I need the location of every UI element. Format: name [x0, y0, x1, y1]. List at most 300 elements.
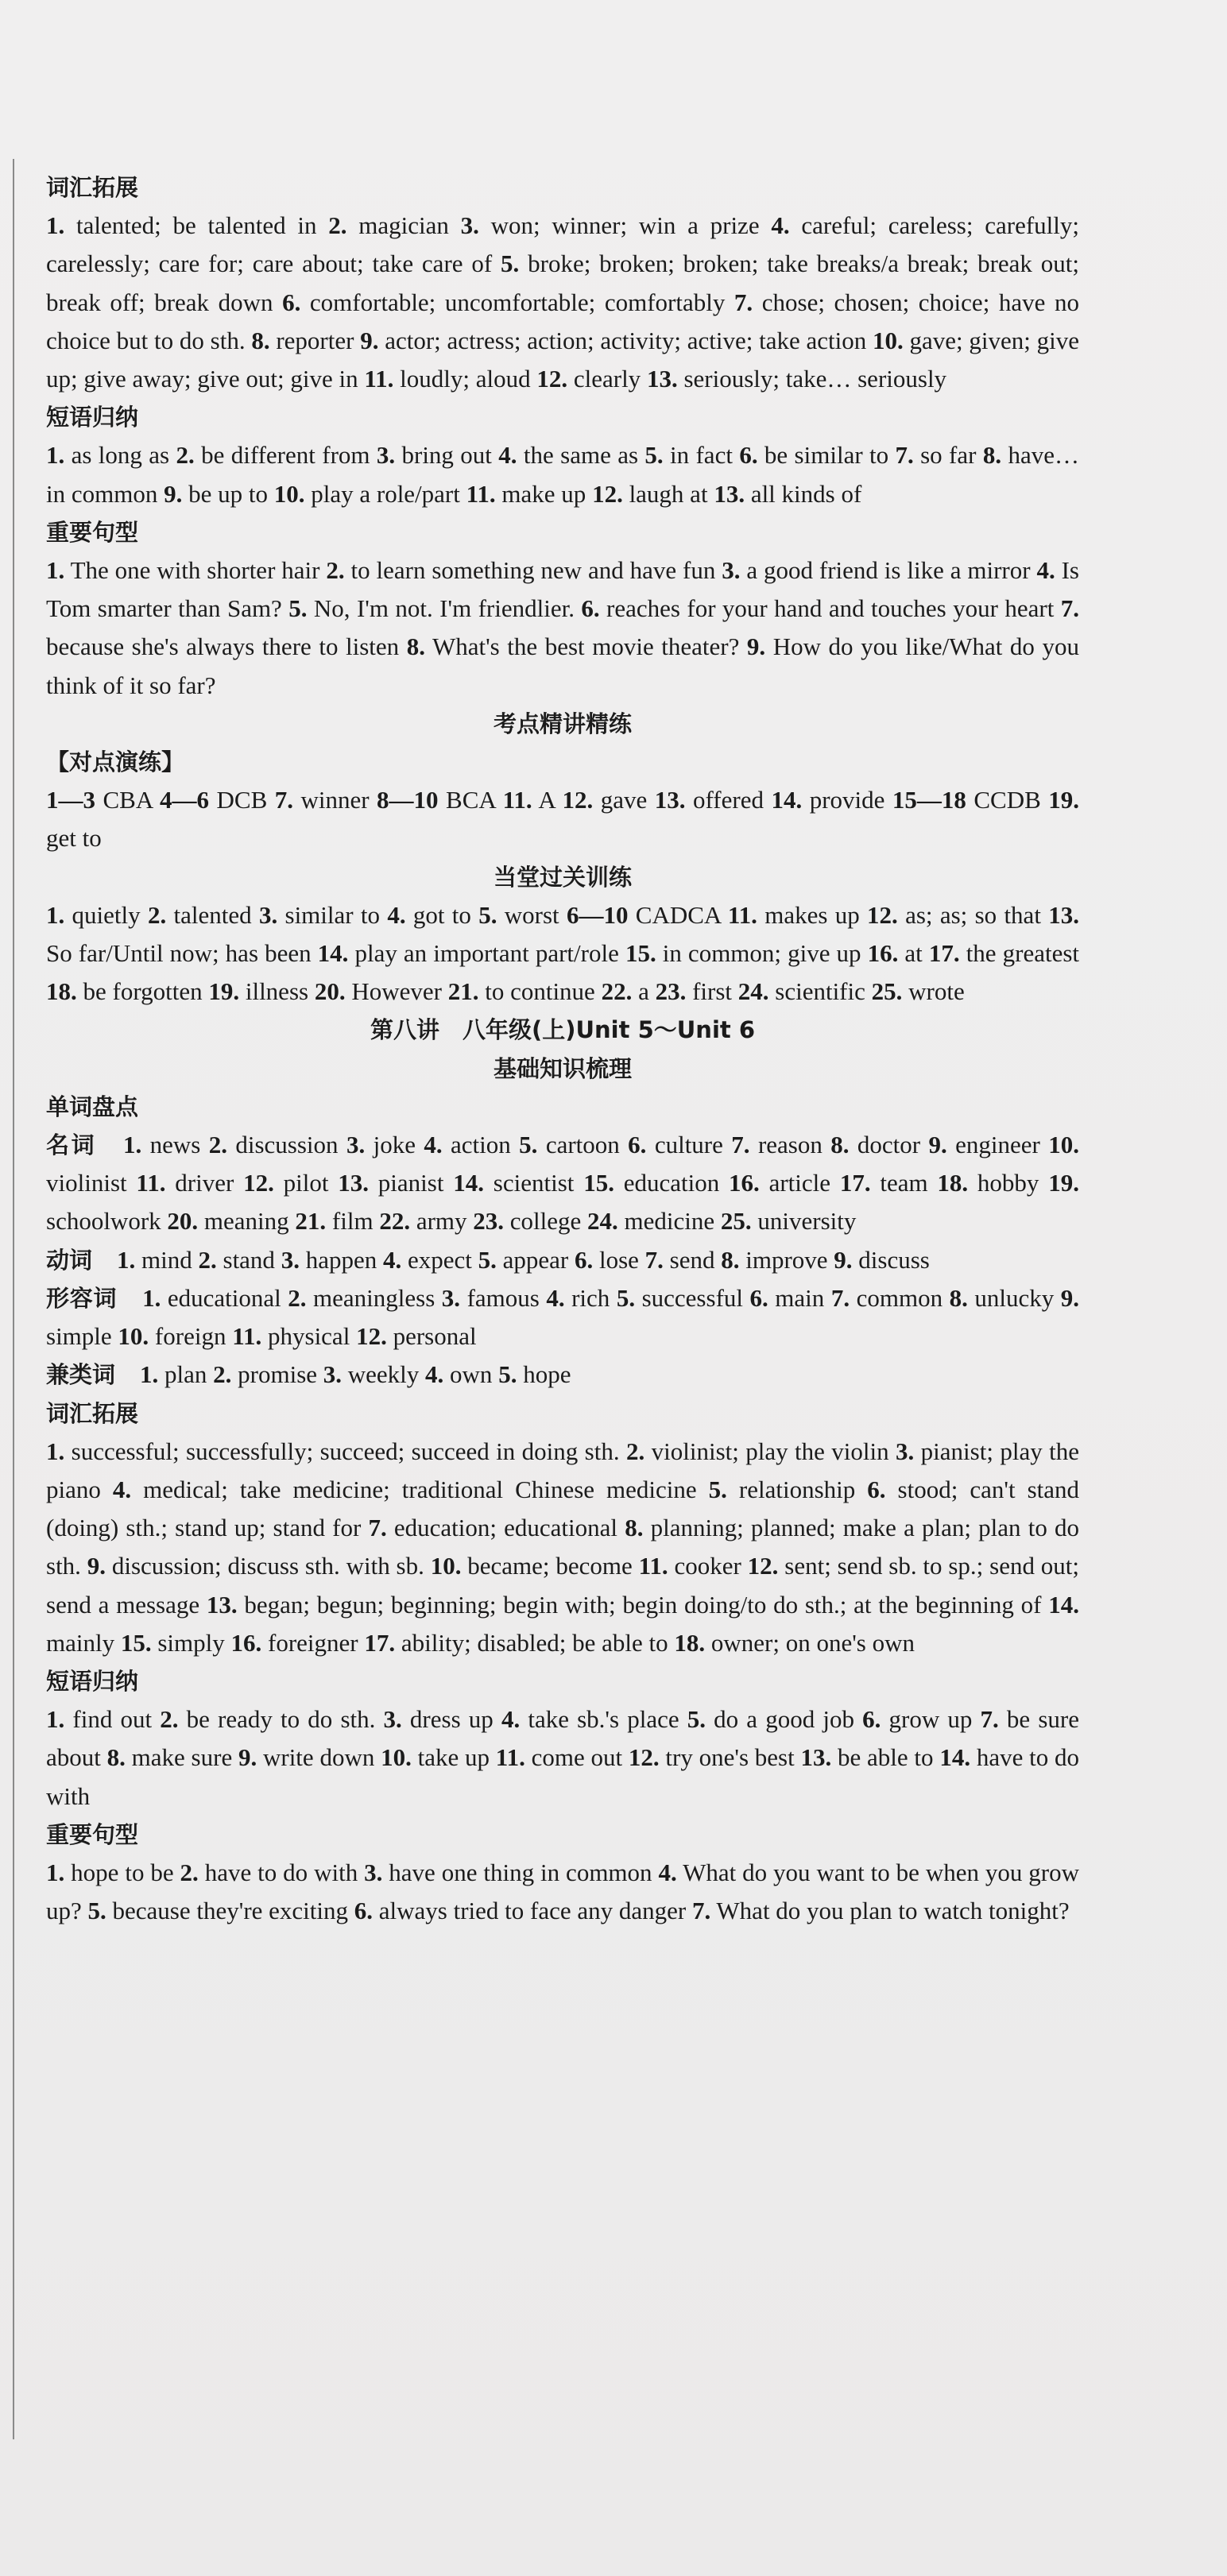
answer-item: [581, 594, 1060, 622]
heading-phrases-1: 短语归纳: [46, 404, 139, 431]
answer-number: 12.: [867, 900, 898, 929]
answer-item: [840, 1169, 938, 1197]
answer-text: reason: [749, 1131, 831, 1159]
answer-item: [722, 556, 1036, 584]
answer-item: [425, 1360, 498, 1388]
answer-text: come out: [524, 1743, 629, 1772]
answer-text: main: [768, 1283, 831, 1312]
answer-number: 3.: [258, 900, 278, 929]
answer-text: mind: [135, 1245, 199, 1274]
answer-number: 10.: [118, 1322, 149, 1351]
answer-item: [644, 441, 739, 469]
answer-text: always tried to face any danger: [373, 1897, 692, 1925]
answer-number: 1.: [142, 1283, 161, 1312]
answer-item: [625, 939, 868, 967]
phrases-list-1: [46, 436, 1079, 512]
answer-item: [709, 1476, 868, 1503]
answer-text: gave: [593, 786, 655, 814]
answer-text: university: [751, 1207, 857, 1236]
answer-item: [498, 1360, 571, 1388]
answer-text: broke; broken; broken; take breaks/a break; break out; break off; break down: [46, 249, 1079, 316]
answer-item: [729, 1169, 840, 1197]
answer-text: ability; disabled; be able to: [395, 1628, 675, 1657]
answer-text: comfortable; uncomfortable; comfortably: [300, 288, 734, 316]
answer-text: improve: [739, 1245, 834, 1274]
answer-item: [282, 288, 734, 316]
answer-number: 1.: [46, 211, 65, 240]
answer-text: careful; careless; carefully; carelessly; care for; care about; take care of: [46, 211, 1079, 278]
answer-text: film: [326, 1207, 380, 1236]
answer-text: foreign: [149, 1322, 233, 1351]
answer-item: [750, 1284, 831, 1312]
answer-text: be different from: [194, 441, 377, 470]
answer-number: 4.: [382, 1245, 402, 1274]
answer-item: [466, 480, 592, 508]
answer-item: [288, 1284, 442, 1312]
answer-item: [771, 786, 892, 814]
answer-number: 1.: [46, 1858, 65, 1886]
answer-item: [142, 1284, 288, 1312]
answer-number: 13.: [646, 365, 678, 393]
answer-number: 2.: [208, 1131, 227, 1159]
answer-item: [377, 786, 503, 814]
answer-item: [123, 1131, 209, 1158]
answer-number: 4.: [498, 441, 517, 470]
answer-number: 15.: [583, 1169, 614, 1197]
answer-number: 6.: [574, 1245, 594, 1274]
heading-words: 单词盘点: [46, 1093, 139, 1120]
answer-number: 9.: [746, 632, 766, 661]
answer-item: [872, 977, 965, 1005]
answer-number: 2.: [213, 1360, 232, 1389]
answer-number: 9.: [928, 1131, 947, 1159]
answer-number: 6.: [739, 441, 758, 470]
answer-text: became; become: [461, 1552, 639, 1580]
answer-text: have…in common: [46, 441, 1079, 508]
answer-number: 17.: [928, 939, 960, 968]
answer-number: 6—10: [566, 900, 629, 929]
answer-number: 19.: [208, 977, 240, 1006]
answer-item: [628, 1131, 731, 1158]
answer-text: the same as: [517, 441, 645, 470]
answer-item: [519, 1131, 628, 1158]
answer-number: 9.: [360, 326, 379, 354]
answer-text: article: [759, 1169, 840, 1197]
answer-item: [295, 1207, 379, 1235]
answer-item: [46, 977, 208, 1005]
answer-number: 1.: [46, 441, 65, 470]
answer-text: weekly: [342, 1360, 426, 1389]
answer-text: doctor: [849, 1131, 929, 1159]
answer-item: [424, 1131, 519, 1158]
answer-item: [503, 786, 563, 814]
answer-item: [478, 1246, 575, 1274]
answer-text: promise: [231, 1360, 323, 1389]
answer-text: all kinds of: [745, 479, 862, 508]
answer-number: 5.: [478, 900, 497, 929]
answer-number: 24.: [587, 1207, 618, 1236]
answer-text: The one with shorter hair: [64, 556, 327, 585]
answer-item: [655, 786, 772, 814]
answer-number: 11.: [502, 786, 532, 814]
answer-item: [407, 632, 747, 660]
answer-number: 5.: [708, 1475, 727, 1503]
answer-number: 24.: [737, 977, 769, 1006]
answer-number: 7.: [1060, 594, 1079, 623]
answer-item: [232, 1322, 356, 1350]
answer-item: [87, 1552, 431, 1580]
answer-text: at: [898, 939, 929, 968]
answer-number: 22.: [601, 977, 633, 1006]
answer-text: appear: [496, 1245, 575, 1274]
answer-text: be forgotten: [76, 977, 209, 1006]
adj-row: [46, 1279, 1079, 1356]
answer-number: 14.: [453, 1169, 484, 1197]
answer-item: [536, 365, 647, 393]
answer-number: 1.: [46, 1437, 65, 1465]
answer-number: 11.: [364, 365, 394, 393]
answer-text: education; educational: [386, 1514, 625, 1542]
answer-number: 9.: [238, 1743, 257, 1772]
answer-number: 10.: [872, 326, 904, 354]
nouns-label: 名词: [46, 1131, 97, 1159]
answer-item: [46, 1705, 160, 1733]
answer-number: 18.: [674, 1628, 706, 1657]
answer-text: make sure: [125, 1743, 238, 1772]
answer-number: 18.: [937, 1169, 969, 1197]
answer-text: quietly: [64, 900, 148, 929]
answer-number: 13.: [800, 1743, 832, 1772]
sentences-list-1: [46, 551, 1079, 705]
answer-number: 1.: [140, 1360, 159, 1389]
answer-number: 12.: [592, 479, 623, 508]
answer-text: scientist: [484, 1169, 584, 1197]
answer-number: 10.: [1048, 1131, 1080, 1159]
answer-text: first: [686, 977, 738, 1006]
answer-number: 8.: [830, 1131, 850, 1159]
answer-text: get to: [46, 824, 102, 853]
answer-number: 9.: [164, 479, 183, 508]
answer-item: [714, 480, 861, 508]
answer-number: 3.: [364, 1858, 383, 1886]
answer-text: grow up: [881, 1705, 981, 1734]
answer-item: [160, 786, 275, 814]
nouns-row: [46, 1126, 1079, 1241]
answer-item: [478, 901, 567, 929]
answer-text: hope to be: [64, 1858, 180, 1886]
answer-item: [453, 1169, 583, 1197]
answer-item: [288, 594, 581, 622]
verbs-row: [46, 1241, 1079, 1279]
answer-text: have one thing in common: [382, 1858, 659, 1886]
answer-number: 8.: [106, 1743, 126, 1772]
answer-number: 5.: [288, 594, 308, 623]
answer-item: [473, 1207, 587, 1235]
answer-text: provide: [802, 786, 892, 814]
answer-text: winner: [292, 786, 377, 814]
answer-text: plan: [158, 1360, 214, 1389]
answer-text: pilot: [273, 1169, 339, 1197]
answer-number: 5.: [501, 249, 520, 278]
answer-text: clearly: [567, 365, 647, 393]
answer-text: culture: [646, 1131, 732, 1159]
answer-number: 19.: [1048, 1169, 1079, 1197]
answer-number: 11.: [495, 1743, 525, 1772]
training-list: [46, 896, 1079, 1011]
answer-number: 4.: [546, 1283, 565, 1312]
answer-text: the greatest: [959, 939, 1080, 968]
answer-text: common: [850, 1283, 950, 1312]
answer-text: However: [345, 977, 448, 1006]
answer-text: educational: [161, 1283, 288, 1312]
answer-item: [46, 1437, 626, 1465]
answer-text: cartoon: [537, 1131, 629, 1159]
answer-number: 3.: [323, 1360, 343, 1389]
phrases-list-2: [46, 1700, 1079, 1816]
answer-number: 2.: [160, 1705, 179, 1734]
answer-number: 6.: [867, 1475, 886, 1503]
answer-text: engineer: [946, 1131, 1049, 1159]
answer-text: CADCA: [628, 900, 728, 929]
answer-item: [800, 1743, 939, 1771]
answer-text: send: [663, 1245, 722, 1274]
answer-item: [364, 365, 536, 393]
answer-number: 14.: [939, 1743, 971, 1772]
answer-text: owner; on one's own: [705, 1628, 915, 1657]
answer-item: [498, 441, 644, 469]
answer-number: 11.: [466, 479, 496, 508]
answer-text: illness: [239, 977, 315, 1006]
answer-item: [830, 1131, 928, 1158]
answer-text: play an important part/role: [348, 939, 625, 968]
answer-item: [238, 1743, 381, 1771]
answer-number: 7.: [830, 1283, 850, 1312]
answer-text: take sb.'s place: [520, 1705, 687, 1734]
adj-label: 形容词: [46, 1284, 118, 1312]
answer-number: 11.: [727, 900, 757, 929]
answer-text: bring out: [395, 441, 499, 470]
answer-text: have to do with: [46, 1743, 1079, 1810]
answer-item: [384, 1705, 501, 1733]
answer-item: [259, 901, 387, 929]
answer-number: 4—6: [160, 786, 210, 814]
answer-text: planning; planned; make a plan; plan to do sth.: [46, 1514, 1080, 1580]
answer-text: expect: [401, 1245, 478, 1274]
answer-text: worst: [497, 900, 567, 929]
answer-text: won; winner; win a prize: [478, 211, 772, 240]
answer-number: 25.: [720, 1207, 752, 1236]
answer-text: gave; given; give up; give away; give out; give in: [46, 326, 1079, 393]
answer-number: 20.: [167, 1207, 199, 1236]
answer-text: chose; chosen; choice; have no choice but to do sth.: [46, 288, 1079, 354]
answer-text: seriously; take… seriously: [677, 365, 947, 393]
answer-text: in fact: [663, 441, 740, 470]
answer-item: [328, 211, 460, 239]
answer-item: [207, 1591, 1048, 1619]
answer-item: [213, 1360, 323, 1388]
answer-text: be sure about: [46, 1705, 1079, 1772]
answer-number: 15.: [625, 939, 656, 968]
answer-number: 10.: [273, 479, 305, 508]
answer-number: 9.: [834, 1245, 853, 1274]
vocab-list-1: [46, 207, 1079, 398]
answer-text: army: [410, 1207, 474, 1236]
answer-number: 1—3: [46, 786, 95, 814]
answer-item: [160, 1705, 383, 1733]
answer-number: 14.: [317, 939, 349, 968]
answer-text: talented; be talented in: [64, 211, 329, 240]
answer-number: 3.: [722, 556, 741, 585]
answer-item: [587, 1207, 721, 1235]
answer-item: [496, 1743, 629, 1771]
answer-text: to continue: [478, 977, 602, 1006]
answer-item: [180, 1859, 365, 1886]
answer-text: CCDB: [966, 786, 1049, 814]
answer-text: play a role/part: [304, 479, 466, 508]
answer-text: medicine: [617, 1207, 721, 1236]
answer-item: [896, 441, 983, 469]
answer-item: [368, 1514, 625, 1541]
answer-item: [356, 1322, 477, 1350]
answer-item: [387, 901, 478, 929]
answer-text: CBA: [95, 786, 161, 814]
answer-text: talented: [166, 900, 259, 929]
answer-item: [834, 1246, 930, 1274]
answer-item: [567, 901, 728, 929]
answer-number: 16.: [230, 1628, 262, 1657]
answer-number: 6.: [628, 1131, 647, 1159]
answer-number: 12.: [628, 1743, 660, 1772]
answer-number: 1.: [117, 1245, 136, 1274]
answer-item: [937, 1169, 1048, 1197]
answer-number: 1.: [46, 556, 65, 585]
answer-number: 10.: [430, 1552, 462, 1580]
answer-item: [626, 1437, 896, 1465]
answer-number: 17.: [364, 1628, 396, 1657]
answer-text: successful; successfully; succeed; succeed in doing sth.: [64, 1437, 626, 1465]
answer-number: 6.: [749, 1283, 768, 1312]
answer-text: discussion; discuss sth. with sb.: [106, 1552, 431, 1580]
answer-number: 10.: [381, 1743, 412, 1772]
answer-number: 12.: [243, 1169, 274, 1197]
answer-number: 2.: [180, 1858, 199, 1886]
vocab-list-2: [46, 1433, 1079, 1662]
answer-item: [46, 441, 176, 469]
answer-item: [950, 1284, 1061, 1312]
answer-number: 12.: [747, 1552, 779, 1580]
answer-item: [461, 211, 772, 239]
answer-item: [862, 1705, 980, 1733]
answer-number: 6.: [282, 288, 301, 316]
answer-item: [647, 365, 946, 393]
answer-number: 5.: [616, 1283, 636, 1312]
answer-number: 3.: [460, 211, 479, 240]
answer-text: BCA: [438, 786, 503, 814]
answer-item: [617, 1284, 750, 1312]
answer-item: [575, 1246, 645, 1274]
answer-number: 2.: [626, 1437, 645, 1465]
answer-text: violinist: [46, 1169, 137, 1197]
answer-number: 3.: [383, 1705, 402, 1734]
answer-text: magician: [346, 211, 461, 240]
answer-number: 19.: [1048, 786, 1080, 814]
answer-text: be up to: [182, 479, 274, 508]
answer-item: [136, 1169, 243, 1197]
answer-text: meaningless: [306, 1283, 442, 1312]
answer-item: [379, 1207, 473, 1235]
answer-number: 11.: [232, 1322, 262, 1351]
sentences-list-2: [46, 1854, 1079, 1930]
answer-number: 4.: [112, 1475, 132, 1503]
answer-number: 3.: [281, 1245, 300, 1274]
answer-item: [231, 1629, 365, 1657]
answer-text: stand: [216, 1245, 281, 1274]
answer-text: dress up: [401, 1705, 501, 1734]
answer-text: wrote: [902, 977, 965, 1006]
answer-number: 13.: [1048, 900, 1079, 929]
answer-text: to learn something new and have fun: [344, 556, 722, 585]
answer-number: 2.: [176, 441, 195, 470]
answer-item: [674, 1629, 915, 1657]
answer-item: [731, 1131, 830, 1158]
answer-number: 13.: [338, 1169, 369, 1197]
answer-item: [338, 1169, 453, 1197]
answer-item: [360, 327, 873, 354]
answer-text: a good friend is like a mirror: [740, 556, 1037, 585]
answer-text: happen: [299, 1245, 383, 1274]
answer-text: simple: [46, 1322, 118, 1351]
answer-text: relationship: [726, 1475, 868, 1503]
multi-label: 兼类词: [46, 1361, 116, 1389]
answer-text: find out: [64, 1705, 161, 1734]
answer-number: 2.: [198, 1245, 217, 1274]
answer-number: 4.: [387, 900, 406, 929]
answer-text: rich: [564, 1283, 617, 1312]
answer-number: 4.: [658, 1858, 677, 1886]
answer-text: reaches for your hand and touches your heart: [599, 594, 1061, 623]
answer-text: driver: [165, 1169, 244, 1197]
answer-text: own: [443, 1360, 499, 1389]
answer-number: 25.: [871, 977, 903, 1006]
answer-number: 9.: [87, 1552, 106, 1580]
answer-number: 20.: [314, 977, 346, 1006]
answer-item: [318, 939, 625, 967]
answer-item: [167, 1207, 295, 1235]
answer-number: 14.: [1048, 1590, 1079, 1619]
heading-practice: 【对点演练】: [46, 748, 185, 776]
answer-item: [892, 786, 1048, 814]
answer-item: [164, 480, 274, 508]
answer-item: [929, 1131, 1049, 1158]
answer-text: pianist; play the piano: [46, 1437, 1079, 1503]
answer-text: cooker: [668, 1552, 748, 1580]
answer-item: [629, 1743, 801, 1771]
answer-number: 1.: [46, 900, 65, 929]
answer-text: A: [532, 786, 563, 814]
answer-text: What do you want to be when you grow up?: [46, 1858, 1080, 1925]
answer-number: 2.: [147, 900, 167, 929]
answer-text: pianist: [369, 1169, 454, 1197]
answer-item: [46, 786, 160, 814]
answer-item: [346, 1131, 424, 1158]
answer-text: college: [504, 1207, 588, 1236]
answer-number: 7.: [368, 1514, 387, 1542]
heading-phrases-2: 短语归纳: [46, 1667, 139, 1695]
answer-item: [431, 1552, 639, 1580]
answer-text: be similar to: [757, 441, 896, 470]
heading-vocab-2: 词汇拓展: [46, 1399, 139, 1427]
answer-text: education: [614, 1169, 730, 1197]
